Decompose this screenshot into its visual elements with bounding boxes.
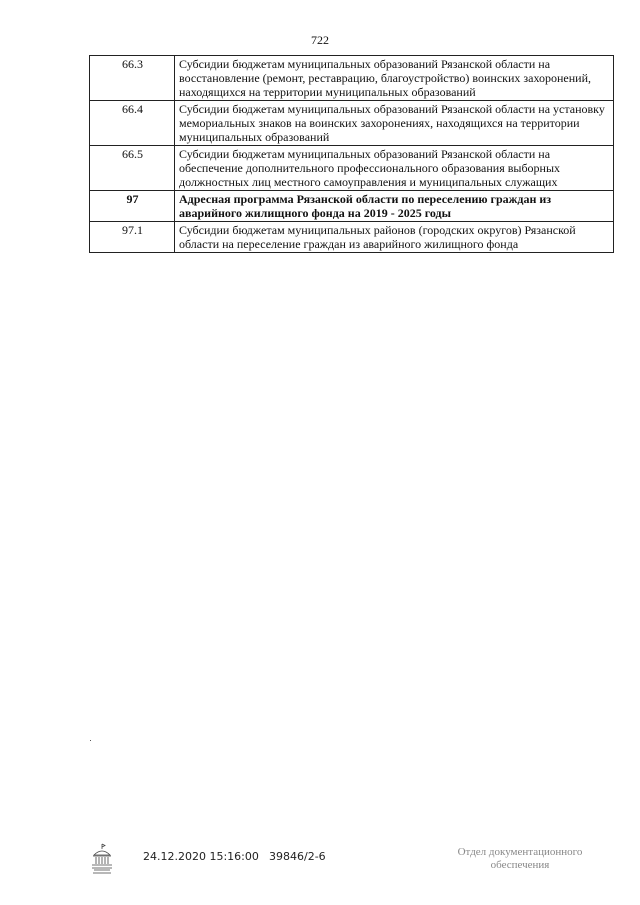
stamp-datetime: 24.12.2020 15:16:00 bbox=[143, 850, 259, 863]
table-row bbox=[90, 222, 614, 253]
row-code: 97.1 bbox=[90, 222, 175, 253]
margin-mark bbox=[90, 740, 91, 741]
row-code: 97 bbox=[90, 191, 175, 222]
row-code: 66.5 bbox=[90, 146, 175, 191]
row-description: Адресная программа Рязанской области по переселению граждан из аварийного жилищного фонда на 2019 - 2025 годы bbox=[175, 191, 614, 222]
row-code: 66.3 bbox=[90, 56, 175, 101]
budget-table bbox=[89, 55, 614, 253]
department-stamp bbox=[440, 846, 600, 872]
row-description: Субсидии бюджетам муниципальных образований Рязанской области на обеспечение дополнительного профессионального образования выборных должностных лиц местного самоуправления и муниципальных служащих bbox=[175, 146, 614, 191]
table-row bbox=[90, 146, 614, 191]
table-row bbox=[90, 191, 614, 222]
table-body bbox=[90, 56, 614, 253]
table-row bbox=[90, 101, 614, 146]
government-building-icon bbox=[90, 842, 114, 876]
row-code: 66.4 bbox=[90, 101, 175, 146]
stamp-doc-number: 39846/2-6 bbox=[269, 850, 326, 863]
page-number: 722 bbox=[311, 33, 329, 47]
department-line-2: обеспечения bbox=[490, 859, 550, 871]
row-description: Субсидии бюджетам муниципальных районов (городских округов) Рязанской области на переселение граждан из аварийного жилищного фонда bbox=[175, 222, 614, 253]
department-line-1: Отдел документационного bbox=[457, 846, 583, 858]
footer bbox=[0, 838, 640, 878]
row-description: Субсидии бюджетам муниципальных образований Рязанской области на установку мемориальных знаков на воинских захоронениях, находящихся на территории муниципальных образований bbox=[175, 101, 614, 146]
table-row bbox=[90, 56, 614, 101]
row-description: Субсидии бюджетам муниципальных образований Рязанской области на восстановление (ремонт, реставрацию, благоустройство) воинских захоронений, находящихся на территории муниципальных образований bbox=[175, 56, 614, 101]
